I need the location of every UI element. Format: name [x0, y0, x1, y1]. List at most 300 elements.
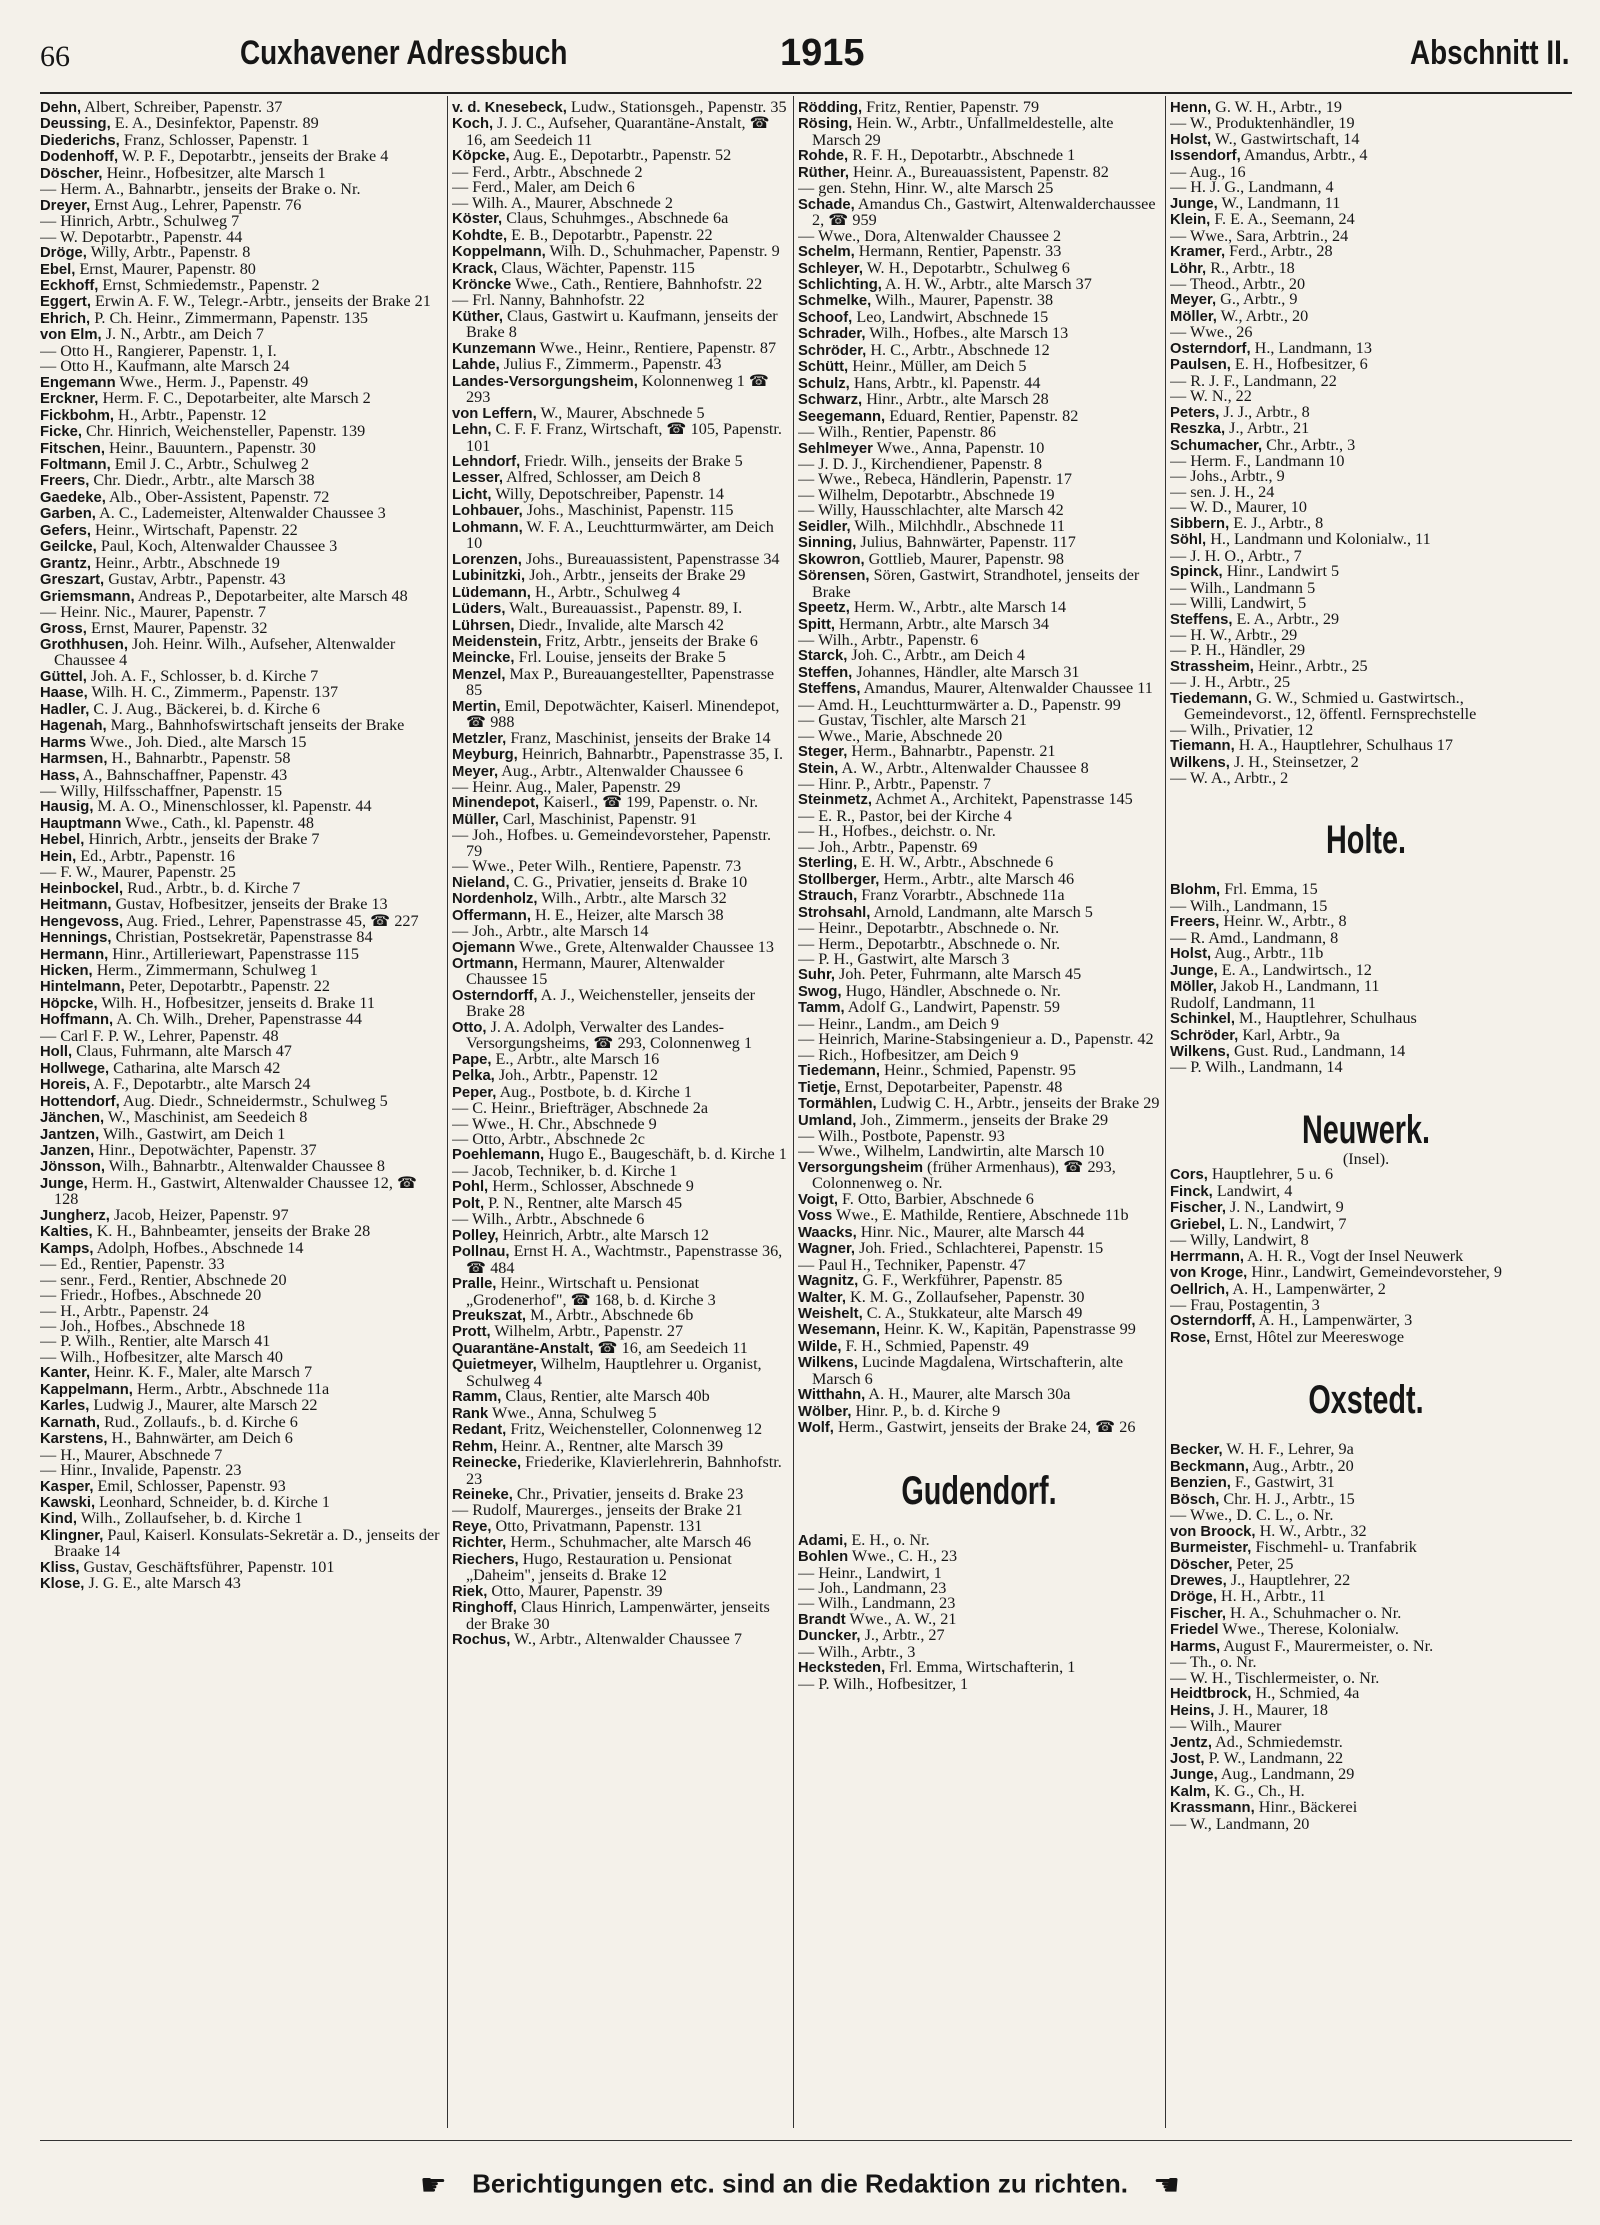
directory-entry: [798, 1225, 1160, 1241]
entry-details: Heinr. A., Rentner, alte Marsch 39: [501, 1438, 724, 1455]
directory-entry: [452, 585, 788, 601]
entry-surname: Steffens,: [1170, 611, 1233, 628]
entry-details: Hugo, Händler, Abschnede o. Nr.: [845, 983, 1061, 1000]
directory-entry: [40, 473, 442, 489]
entry-details: W. P. F., Depotarbtr., jenseits der Brake 4: [121, 149, 389, 166]
entry-details: — Willy, Landwirt, 8: [1170, 1233, 1309, 1249]
entry-details: — Willi, Landwirt, 5: [1170, 596, 1307, 612]
entry-surname: Lehndorf,: [452, 453, 521, 470]
entry-details: — F. W., Maurer, Papenstr. 25: [40, 865, 236, 881]
directory-entry: [452, 699, 788, 731]
entry-details: Heinrich, Arbtr., alte Marsch 12: [502, 1227, 709, 1244]
entry-details: — Herm. A., Bahnarbtr., jenseits der Brake o. Nr.: [40, 182, 361, 198]
entry-surname: Kunzemann: [452, 340, 536, 357]
entry-surname: Paulsen,: [1170, 357, 1231, 374]
directory-entry: [40, 1176, 442, 1208]
directory-entry: [1170, 261, 1562, 277]
entry-details: Herm., Schlosser, Abschnede 9: [492, 1179, 694, 1196]
directory-entry: [40, 198, 442, 214]
directory-entry: [1170, 931, 1562, 946]
entry-surname: Rose,: [1170, 1329, 1211, 1346]
entry-details: — P. Wilh., Landmann, 14: [1170, 1060, 1343, 1076]
entry-details: — H. J. G., Landmann, 4: [1170, 180, 1334, 196]
entry-details: — Joh., Hofbes., Abschnede 18: [40, 1318, 246, 1335]
directory-entry: [452, 454, 788, 470]
directory-entry: [452, 1212, 788, 1227]
entry-surname: Tietje,: [798, 1079, 841, 1096]
directory-entry: [798, 148, 1160, 164]
entry-details: C. A., Stukkateur, alte Marsch 49: [866, 1305, 1083, 1322]
directory-entry: [40, 230, 442, 245]
entry-surname: Wesemann,: [798, 1322, 880, 1339]
entry-details: Heinr., Bauuntern., Papenstr. 30: [109, 440, 316, 457]
entry-details: — P. H., Händler, 29: [1170, 643, 1306, 659]
entry-surname: Erckner,: [40, 391, 99, 408]
entry-surname: Heitmann,: [40, 897, 112, 914]
directory-entry: [452, 828, 788, 859]
directory-entry: [452, 1632, 788, 1648]
directory-entry: [40, 784, 442, 799]
entry-surname: Herrmann,: [1170, 1248, 1245, 1265]
directory-entry: [40, 1576, 442, 1592]
directory-entry: [452, 1406, 788, 1422]
directory-entry: [40, 621, 442, 637]
directory-entry: [452, 747, 788, 763]
directory-entry: [452, 731, 788, 747]
directory-entry: [452, 1117, 788, 1132]
entry-surname: Versorgungsheim: [798, 1159, 923, 1176]
entry-surname: Hecksteden,: [798, 1660, 886, 1677]
directory-entry: [798, 729, 1160, 744]
directory-entry: [40, 768, 442, 784]
entry-surname: Schlichting,: [798, 276, 882, 293]
entry-details: Heinr. K. W., Kapitän, Papenstrasse 99: [884, 1322, 1136, 1339]
entry-details: Joh. A. F., Schlosser, b. d. Kirche 7: [90, 668, 319, 685]
entry-details: Chr. Hinrich, Weichensteller, Papenstr. 139: [86, 424, 366, 441]
entry-details: — Aug., 16: [1170, 164, 1246, 181]
directory-entry: [40, 816, 442, 832]
entry-surname: Koch,: [452, 116, 494, 133]
directory-entry: [452, 891, 788, 907]
directory-entry: [1170, 723, 1562, 738]
entry-details: Gustav, Geschäftsführer, Papenstr. 101: [83, 1559, 335, 1576]
entry-surname: Schade,: [798, 196, 855, 213]
directory-entry: [452, 1455, 788, 1487]
entry-details: Amandus, Maurer, Altenwalder Chaussee 11: [863, 681, 1153, 698]
entry-surname: Seidler,: [798, 518, 851, 535]
entry-surname: Kamps,: [40, 1240, 94, 1257]
directory-entry: [452, 1584, 788, 1600]
directory-entry: [452, 487, 788, 503]
entry-details: J., Hauptlehrer, 22: [1230, 1572, 1351, 1589]
entry-details: — Hinr., Invalide, Papenstr. 23: [40, 1463, 242, 1479]
directory-entry: [798, 1000, 1160, 1016]
entry-surname: Drewes,: [1170, 1572, 1227, 1589]
entry-details: Marg., Bahnhofswirtschaft jenseits der Brake: [110, 718, 405, 735]
directory-entry: [40, 1110, 442, 1126]
directory-entry: [798, 1533, 1160, 1549]
directory-entry: [798, 1339, 1160, 1355]
footer-rule: [40, 2140, 1572, 2141]
directory-entry: [40, 1257, 442, 1272]
entry-details: C. F. F. Franz, Wirtschaft, ☎ 105, Papenstr. 101: [466, 422, 782, 454]
directory-entry: [40, 294, 442, 310]
entry-surname: Wilde,: [798, 1338, 842, 1355]
directory-entry: [1170, 500, 1562, 515]
directory-entry: [40, 506, 442, 522]
column-1: [40, 100, 442, 1593]
entry-surname: Spitt,: [798, 616, 835, 633]
entry-details: — H. W., Arbtr., 29: [1170, 627, 1298, 644]
entry-details: Friederike, Klavierlehrerin, Bahnhofstr. 23: [466, 1455, 782, 1487]
directory-entry: [452, 1357, 788, 1389]
entry-surname: von Elm,: [40, 327, 102, 344]
directory-entry: [40, 278, 442, 294]
directory-entry: [798, 1032, 1160, 1047]
entry-surname: Harms: [40, 734, 87, 751]
directory-entry: [40, 245, 442, 261]
column-divider: [793, 96, 794, 2128]
entry-surname: Sehlmeyer: [798, 440, 873, 457]
directory-entry: [1170, 277, 1562, 292]
entry-surname: Döscher,: [1170, 1556, 1233, 1573]
entry-details: — E. R., Pastor, bei der Kirche 4: [798, 808, 1012, 825]
entry-surname: Kramer,: [1170, 244, 1226, 261]
directory-entry: [452, 940, 788, 956]
directory-entry: [1170, 1557, 1562, 1573]
directory-entry: [798, 244, 1160, 260]
footer-notice: [0, 2168, 1600, 2203]
entry-details: Wilh. H., Hofbesitzer, jenseits d. Brake 11: [101, 995, 375, 1012]
entry-details: Gottlieb, Maurer, Papenstr. 98: [868, 551, 1065, 568]
directory-entry: [40, 702, 442, 718]
entry-details: C. J. Aug., Bäckerei, b. d. Kirche 6: [93, 701, 320, 718]
entry-surname: Reinecke,: [452, 1455, 522, 1472]
entry-surname: Klose,: [40, 1576, 85, 1593]
entry-details: H. A., Schuhmacher o. Nr.: [1229, 1605, 1402, 1622]
entry-details: W., Arbtr., Altenwalder Chaussee 7: [514, 1632, 742, 1649]
entry-surname: Krassmann,: [1170, 1800, 1255, 1817]
entry-details: Wilh. D., Schuhmacher, Papenstr. 9: [549, 244, 780, 261]
directory-entry: [452, 1244, 788, 1276]
directory-entry: [40, 327, 442, 343]
entry-surname: Rohde,: [798, 148, 849, 165]
entry-surname: Fitschen,: [40, 440, 105, 457]
directory-entry: [1170, 1459, 1562, 1475]
directory-entry: [40, 441, 442, 457]
entry-details: Gustav, Arbtr., Papenstr. 43: [108, 572, 286, 589]
entry-details: R., Arbtr., 18: [1210, 260, 1295, 277]
entry-details: Wwe., E. Mathilde, Rentiere, Abschnede 11b: [836, 1208, 1129, 1225]
entry-surname: Lührsen,: [452, 617, 515, 634]
entry-surname: Heins,: [1170, 1702, 1215, 1719]
directory-entry: [798, 1660, 1160, 1676]
entry-details: H., Landmann und Kolonialw., 11: [1210, 532, 1431, 549]
directory-entry: [40, 849, 442, 865]
entry-details: — Heinr. Nic., Maurer, Papenstr. 7: [40, 605, 266, 621]
directory-entry: [798, 840, 1160, 855]
directory-entry: [1170, 1784, 1562, 1800]
header-rule: [40, 92, 1572, 94]
entry-details: M., Arbtr., Abschnede 6b: [530, 1307, 694, 1324]
entry-details: — Joh., Arbtr., Papenstr. 69: [798, 839, 978, 856]
directory-entry: [452, 1196, 788, 1212]
directory-entry: [1170, 914, 1562, 930]
entry-details: Chr., Privatier, jenseits d. Brake 23: [516, 1486, 744, 1503]
directory-entry: [798, 197, 1160, 229]
entry-details: Karl, Arbtr., 9a: [1242, 1027, 1340, 1044]
directory-entry: [1170, 1298, 1562, 1313]
entry-details: Claus, Wächter, Papenstr. 115: [501, 260, 695, 277]
entry-details: Heinrich, Bahnarbtr., Papenstrasse 35, I.: [521, 747, 784, 764]
directory-entry: [798, 713, 1160, 728]
directory-entry: [1170, 374, 1562, 389]
entry-surname: Wagnitz,: [798, 1273, 859, 1290]
entry-surname: Peters,: [1170, 404, 1220, 421]
directory-entry: [798, 568, 1160, 600]
entry-details: Heinr., Arbtr., Abschnede 19: [95, 555, 280, 572]
entry-details: — Wwe., 26: [1170, 325, 1253, 341]
directory-entry: [1170, 1508, 1562, 1523]
directory-entry: [1170, 212, 1562, 228]
directory-entry: [798, 310, 1160, 326]
entry-details: A. H., Lampenwärter, 3: [1258, 1313, 1413, 1330]
directory-entry: [40, 262, 442, 278]
directory-entry: [1170, 532, 1562, 548]
entry-surname: Greszart,: [40, 572, 105, 589]
entry-details: (früher Armenhaus), ☎ 293, Colonnenweg o. Nr.: [812, 1159, 1116, 1192]
directory-entry: [40, 1350, 442, 1365]
entry-details: Arnold, Landmann, alte Marsch 5: [873, 904, 1093, 921]
directory-entry: [798, 617, 1160, 633]
entry-details: R. F. H., Depotarbtr., Abschnede 1: [852, 148, 1076, 165]
directory-entry: [452, 165, 788, 180]
entry-details: Hinr. P., b. d. Kirche 9: [855, 1403, 1001, 1420]
directory-entry: [1170, 564, 1562, 580]
directory-entry: [452, 988, 788, 1020]
directory-entry: [452, 341, 788, 357]
entry-surname: Friedel: [1170, 1622, 1219, 1639]
directory-entry: [1170, 389, 1562, 404]
directory-entry: [1170, 612, 1562, 628]
directory-entry: [452, 812, 788, 828]
directory-entry: [40, 149, 442, 165]
entry-surname: Hausig,: [40, 799, 94, 816]
directory-entry: [798, 809, 1160, 824]
entry-surname: Burmeister,: [1170, 1540, 1252, 1557]
entry-details: — Wilh., Maurer: [1170, 1719, 1282, 1735]
directory-entry: [452, 875, 788, 891]
entry-surname: Hauptmann: [40, 815, 122, 832]
entry-surname: Stollberger,: [798, 871, 880, 888]
entry-surname: Kawski,: [40, 1494, 96, 1511]
entry-details: Hinr., Depotwächter, Papenstr. 37: [98, 1143, 317, 1159]
entry-details: P. W., Landmann, 22: [1208, 1750, 1344, 1767]
directory-entry: [40, 751, 442, 767]
directory-entry: [452, 1600, 788, 1632]
directory-entry: [40, 1044, 442, 1060]
directory-entry: [1170, 628, 1562, 643]
directory-entry: [40, 963, 442, 979]
entry-details: — Wilh., Privatier, 12: [1170, 722, 1314, 739]
entry-surname: Riechers,: [452, 1551, 519, 1568]
entry-details: E. A., Arbtr., 29: [1236, 611, 1340, 628]
directory-entry: [1170, 643, 1562, 658]
entry-details: Emil, Schlosser, Papenstr. 93: [97, 1478, 286, 1495]
entry-details: Leo, Landwirt, Abschnede 15: [856, 309, 1049, 326]
entry-surname: Hintelmann,: [40, 979, 125, 996]
entry-details: Adolph, Hofbes., Abschnede 14: [96, 1240, 304, 1257]
entry-details: Friedr. Wilh., jenseits der Brake 5: [524, 453, 743, 470]
entry-details: A., Bahnschaffner, Papenstr. 43: [82, 767, 288, 784]
directory-entry: [798, 1160, 1160, 1192]
directory-entry: [452, 1085, 788, 1101]
entry-surname: Walter,: [798, 1289, 846, 1306]
entry-details: — H., Maurer, Abschnede 7: [40, 1447, 223, 1464]
entry-details: — R. Amd., Landmann, 8: [1170, 930, 1339, 947]
entry-surname: Pollnau,: [452, 1244, 510, 1261]
entry-surname: Köster,: [452, 211, 503, 228]
directory-entry: [1170, 100, 1562, 116]
entry-details: Fischmehl- u. Tranfabrik: [1255, 1540, 1417, 1557]
entry-details: Johs., Bureauassistent, Papenstrasse 34: [525, 551, 780, 568]
entry-surname: Polt,: [452, 1195, 485, 1212]
entry-details: Walt., Bureauassist., Papenstr. 89, I.: [509, 601, 743, 618]
directory-entry: [1170, 996, 1562, 1011]
entry-surname: Menzel,: [452, 666, 506, 683]
entry-details: Franz Vorarbtr., Abschnede 11a: [861, 888, 1065, 905]
entry-surname: Köpcke,: [452, 148, 510, 165]
entry-surname: Issendorf,: [1170, 148, 1241, 165]
entry-details: — Wilh., Arbtr., 3: [798, 1644, 916, 1661]
directory-entry: [798, 359, 1160, 375]
entry-surname: Seegemann,: [798, 408, 886, 425]
directory-entry: [798, 519, 1160, 535]
entry-surname: Rochus,: [452, 1632, 511, 1649]
directory-entry: [452, 1101, 788, 1116]
entry-surname: Wölber,: [798, 1403, 852, 1420]
pointing-hand-right-icon: ☛: [419, 2169, 447, 2202]
entry-surname: Landes-Versorgungsheim,: [452, 373, 638, 390]
entry-details: Wilh., Arbtr., alte Marsch 32: [541, 891, 727, 908]
directory-entry: [1170, 421, 1562, 437]
entry-surname: Deussing,: [40, 116, 111, 133]
entry-details: Joh. Fried., Schlachterei, Papenstr. 15: [859, 1241, 1104, 1258]
entry-details: Emil, Depotwächter, Kaiserl. Minendepot, ☎ 988: [466, 698, 780, 731]
directory-entry: [40, 1560, 442, 1576]
directory-entry: [40, 832, 442, 848]
entry-details: Hauptlehrer, 5 u. 6: [1211, 1167, 1334, 1184]
entry-details: — Wilhelm, Depotarbtr., Abschnede 19: [798, 487, 1055, 504]
directory-entry: [1170, 596, 1562, 611]
gudendorf-list: [798, 1533, 1160, 1693]
directory-entry: [1170, 1184, 1562, 1200]
entry-details: — Joh., Landmann, 23: [798, 1580, 947, 1597]
directory-entry: [40, 718, 442, 734]
entry-surname: Witthahn,: [798, 1387, 866, 1404]
entry-details: — J. H., Arbtr., 25: [1170, 675, 1291, 691]
entry-details: — Otto, Arbtr., Abschnede 2c: [452, 1132, 645, 1148]
entry-surname: Schütt,: [798, 359, 849, 376]
entry-surname: Schröder,: [1170, 1027, 1239, 1044]
directory-entry: [40, 735, 442, 751]
directory-entry: [452, 780, 788, 795]
entry-surname: Wilkens,: [1170, 1044, 1230, 1061]
entry-surname: Jungherz,: [40, 1207, 110, 1224]
entry-surname: Nieland,: [452, 874, 510, 891]
directory-entry: [1170, 1249, 1562, 1265]
entry-details: ☎ 16, am Seedeich 11: [597, 1340, 748, 1357]
entry-surname: Foltmann,: [40, 456, 111, 473]
directory-entry: [798, 277, 1160, 293]
entry-details: Joh. Heinr. Wilh., Aufseher, Altenwalder Chaussee 4: [54, 636, 396, 669]
directory-entry: [452, 1052, 788, 1068]
entry-surname: Kalties,: [40, 1224, 93, 1241]
entry-surname: Kind,: [40, 1511, 77, 1528]
entry-details: Ernst Aug., Lehrer, Papenstr. 76: [94, 197, 302, 214]
directory-entry: [40, 897, 442, 913]
entry-surname: Harmsen,: [40, 751, 108, 768]
directory-entry: [1170, 196, 1562, 212]
entry-details: Wwe., Grete, Altenwalder Chaussee 13: [519, 939, 774, 956]
entry-surname: Klein,: [1170, 212, 1211, 229]
entry-surname: Hengevoss,: [40, 913, 124, 930]
section-heading-oxstedt: Oxstedt.: [1308, 1378, 1424, 1423]
directory-entry: [798, 1273, 1160, 1289]
directory-entry: [1170, 1313, 1562, 1329]
entry-details: Ludwig J., Maurer, alte Marsch 22: [93, 1398, 318, 1415]
entry-details: — Heinrich, Marine-Stabsingenieur a. D., Papenstr. 42: [798, 1032, 1154, 1048]
entry-surname: Voss: [798, 1208, 833, 1225]
entry-surname: Steffens,: [798, 681, 861, 698]
entry-details: Erwin A. F. W., Telegr.-Arbtr., jenseits der Brake 21: [95, 294, 431, 311]
directory-entry: [452, 520, 788, 552]
entry-details: Ernst, Maurer, Papenstr. 32: [90, 620, 268, 637]
directory-entry: [798, 503, 1160, 518]
directory-entry: [798, 648, 1160, 664]
entry-details: Heinr., Hofbesitzer, alte Marsch 1: [106, 165, 326, 182]
entry-details: Amandus Ch., Gastwirt, Altenwalderchaussee 2, ☎ 959: [812, 196, 1156, 229]
entry-details: — W., Landmann, 20: [1170, 1816, 1310, 1833]
entry-surname: Janzen,: [40, 1143, 95, 1159]
entry-surname: Meincke,: [452, 650, 515, 667]
entry-details: — Ferd., Maler, am Deich 6: [452, 180, 635, 196]
entry-surname: Weishelt,: [798, 1305, 863, 1322]
entry-details: Diedr., Invalide, alte Marsch 42: [518, 617, 724, 634]
entry-surname: von Kroge,: [1170, 1265, 1248, 1282]
entry-details: Paul, Koch, Altenwalder Chaussee 3: [100, 539, 338, 556]
directory-entry: [1170, 963, 1562, 979]
entry-details: Hein. W., Arbtr., Unfallmeldestelle, alte Marsch 29: [812, 116, 1114, 149]
directory-entry: [40, 424, 442, 440]
entry-details: Wilh., Gastwirt, am Deich 1: [102, 1126, 286, 1143]
directory-entry: [1170, 244, 1562, 260]
directory-entry: [1170, 148, 1562, 164]
entry-surname: Hicken,: [40, 963, 93, 980]
entry-surname: Jönsson,: [40, 1159, 105, 1176]
directory-entry: [40, 490, 442, 506]
directory-entry: [1170, 1800, 1562, 1816]
directory-entry: [798, 488, 1160, 503]
directory-entry: [452, 956, 788, 988]
entry-surname: Eggert,: [40, 294, 91, 311]
entry-details: — W. Depotarbtr., Papenstr. 44: [40, 229, 243, 246]
entry-details: — Wwe., D. C. L., o. Nr.: [1170, 1508, 1334, 1524]
entry-details: Albert, Schreiber, Papenstr. 37: [84, 100, 283, 116]
entry-details: — Herm., Depotarbtr., Abschnede o. Nr.: [798, 936, 1061, 953]
directory-entry: [798, 1355, 1160, 1387]
entry-details: — Frau, Postagentin, 3: [1170, 1298, 1320, 1314]
